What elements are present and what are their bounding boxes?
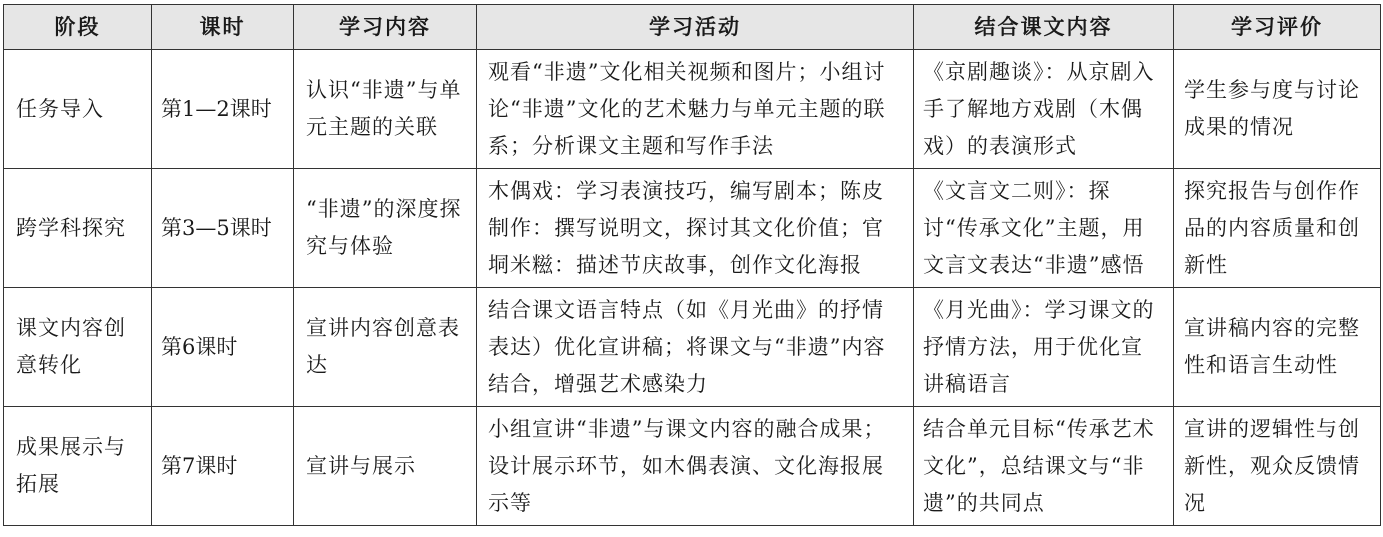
cell-activity: 结合课文语言特点（如《月光曲》的抒情表达）优化宣讲稿；将课文与“非遗”内容结合，增强艺术感染力 bbox=[477, 288, 914, 407]
header-stage: 阶段 bbox=[4, 5, 152, 50]
table-row bbox=[4, 50, 1381, 169]
cell-hours: 第3—5课时 bbox=[152, 169, 294, 288]
cell-content: “非遗”的深度探究与体验 bbox=[294, 169, 477, 288]
header-activity: 学习活动 bbox=[477, 5, 914, 50]
header-hours: 课时 bbox=[152, 5, 294, 50]
cell-text: 结合单元目标“传承艺术文化”，总结课文与“非遗”的共同点 bbox=[914, 407, 1174, 526]
cell-stage: 任务导入 bbox=[4, 50, 152, 169]
cell-activity: 木偶戏：学习表演技巧，编写剧本；陈皮制作：撰写说明文，探讨其文化价值；官垌米糍：描述节庆故事，创作文化海报 bbox=[477, 169, 914, 288]
header-evaluation: 学习评价 bbox=[1174, 5, 1381, 50]
cell-evaluation: 探究报告与创作作品的内容质量和创新性 bbox=[1174, 169, 1381, 288]
cell-text: 《月光曲》：学习课文的抒情方法，用于优化宣讲稿语言 bbox=[914, 288, 1174, 407]
table-row bbox=[4, 288, 1381, 407]
cell-activity: 观看“非遗”文化相关视频和图片；小组讨论“非遗”文化的艺术魅力与单元主题的联系；分析课文主题和写作手法 bbox=[477, 50, 914, 169]
table-header-row bbox=[4, 5, 1381, 50]
cell-content: 认识“非遗”与单元主题的关联 bbox=[294, 50, 477, 169]
cell-content: 宣讲内容创意表达 bbox=[294, 288, 477, 407]
cell-stage: 跨学科探究 bbox=[4, 169, 152, 288]
header-content: 学习内容 bbox=[294, 5, 477, 50]
cell-hours: 第6课时 bbox=[152, 288, 294, 407]
table-row bbox=[4, 169, 1381, 288]
cell-evaluation: 宣讲的逻辑性与创新性，观众反馈情况 bbox=[1174, 407, 1381, 526]
cell-stage: 课文内容创意转化 bbox=[4, 288, 152, 407]
table-row bbox=[4, 407, 1381, 526]
lesson-plan-table bbox=[3, 4, 1381, 526]
header-text: 结合课文内容 bbox=[914, 5, 1174, 50]
cell-text: 《文言文二则》：探讨“传承文化”主题，用文言文表达“非遗”感悟 bbox=[914, 169, 1174, 288]
cell-hours: 第1—2课时 bbox=[152, 50, 294, 169]
cell-evaluation: 学生参与度与讨论成果的情况 bbox=[1174, 50, 1381, 169]
cell-content: 宣讲与展示 bbox=[294, 407, 477, 526]
cell-stage: 成果展示与拓展 bbox=[4, 407, 152, 526]
cell-evaluation: 宣讲稿内容的完整性和语言生动性 bbox=[1174, 288, 1381, 407]
cell-hours: 第7课时 bbox=[152, 407, 294, 526]
cell-activity: 小组宣讲“非遗”与课文内容的融合成果；设计展示环节，如木偶表演、文化海报展示等 bbox=[477, 407, 914, 526]
cell-text: 《京剧趣谈》：从京剧入手了解地方戏剧（木偶戏）的表演形式 bbox=[914, 50, 1174, 169]
lesson-plan-table-container bbox=[3, 4, 1380, 526]
